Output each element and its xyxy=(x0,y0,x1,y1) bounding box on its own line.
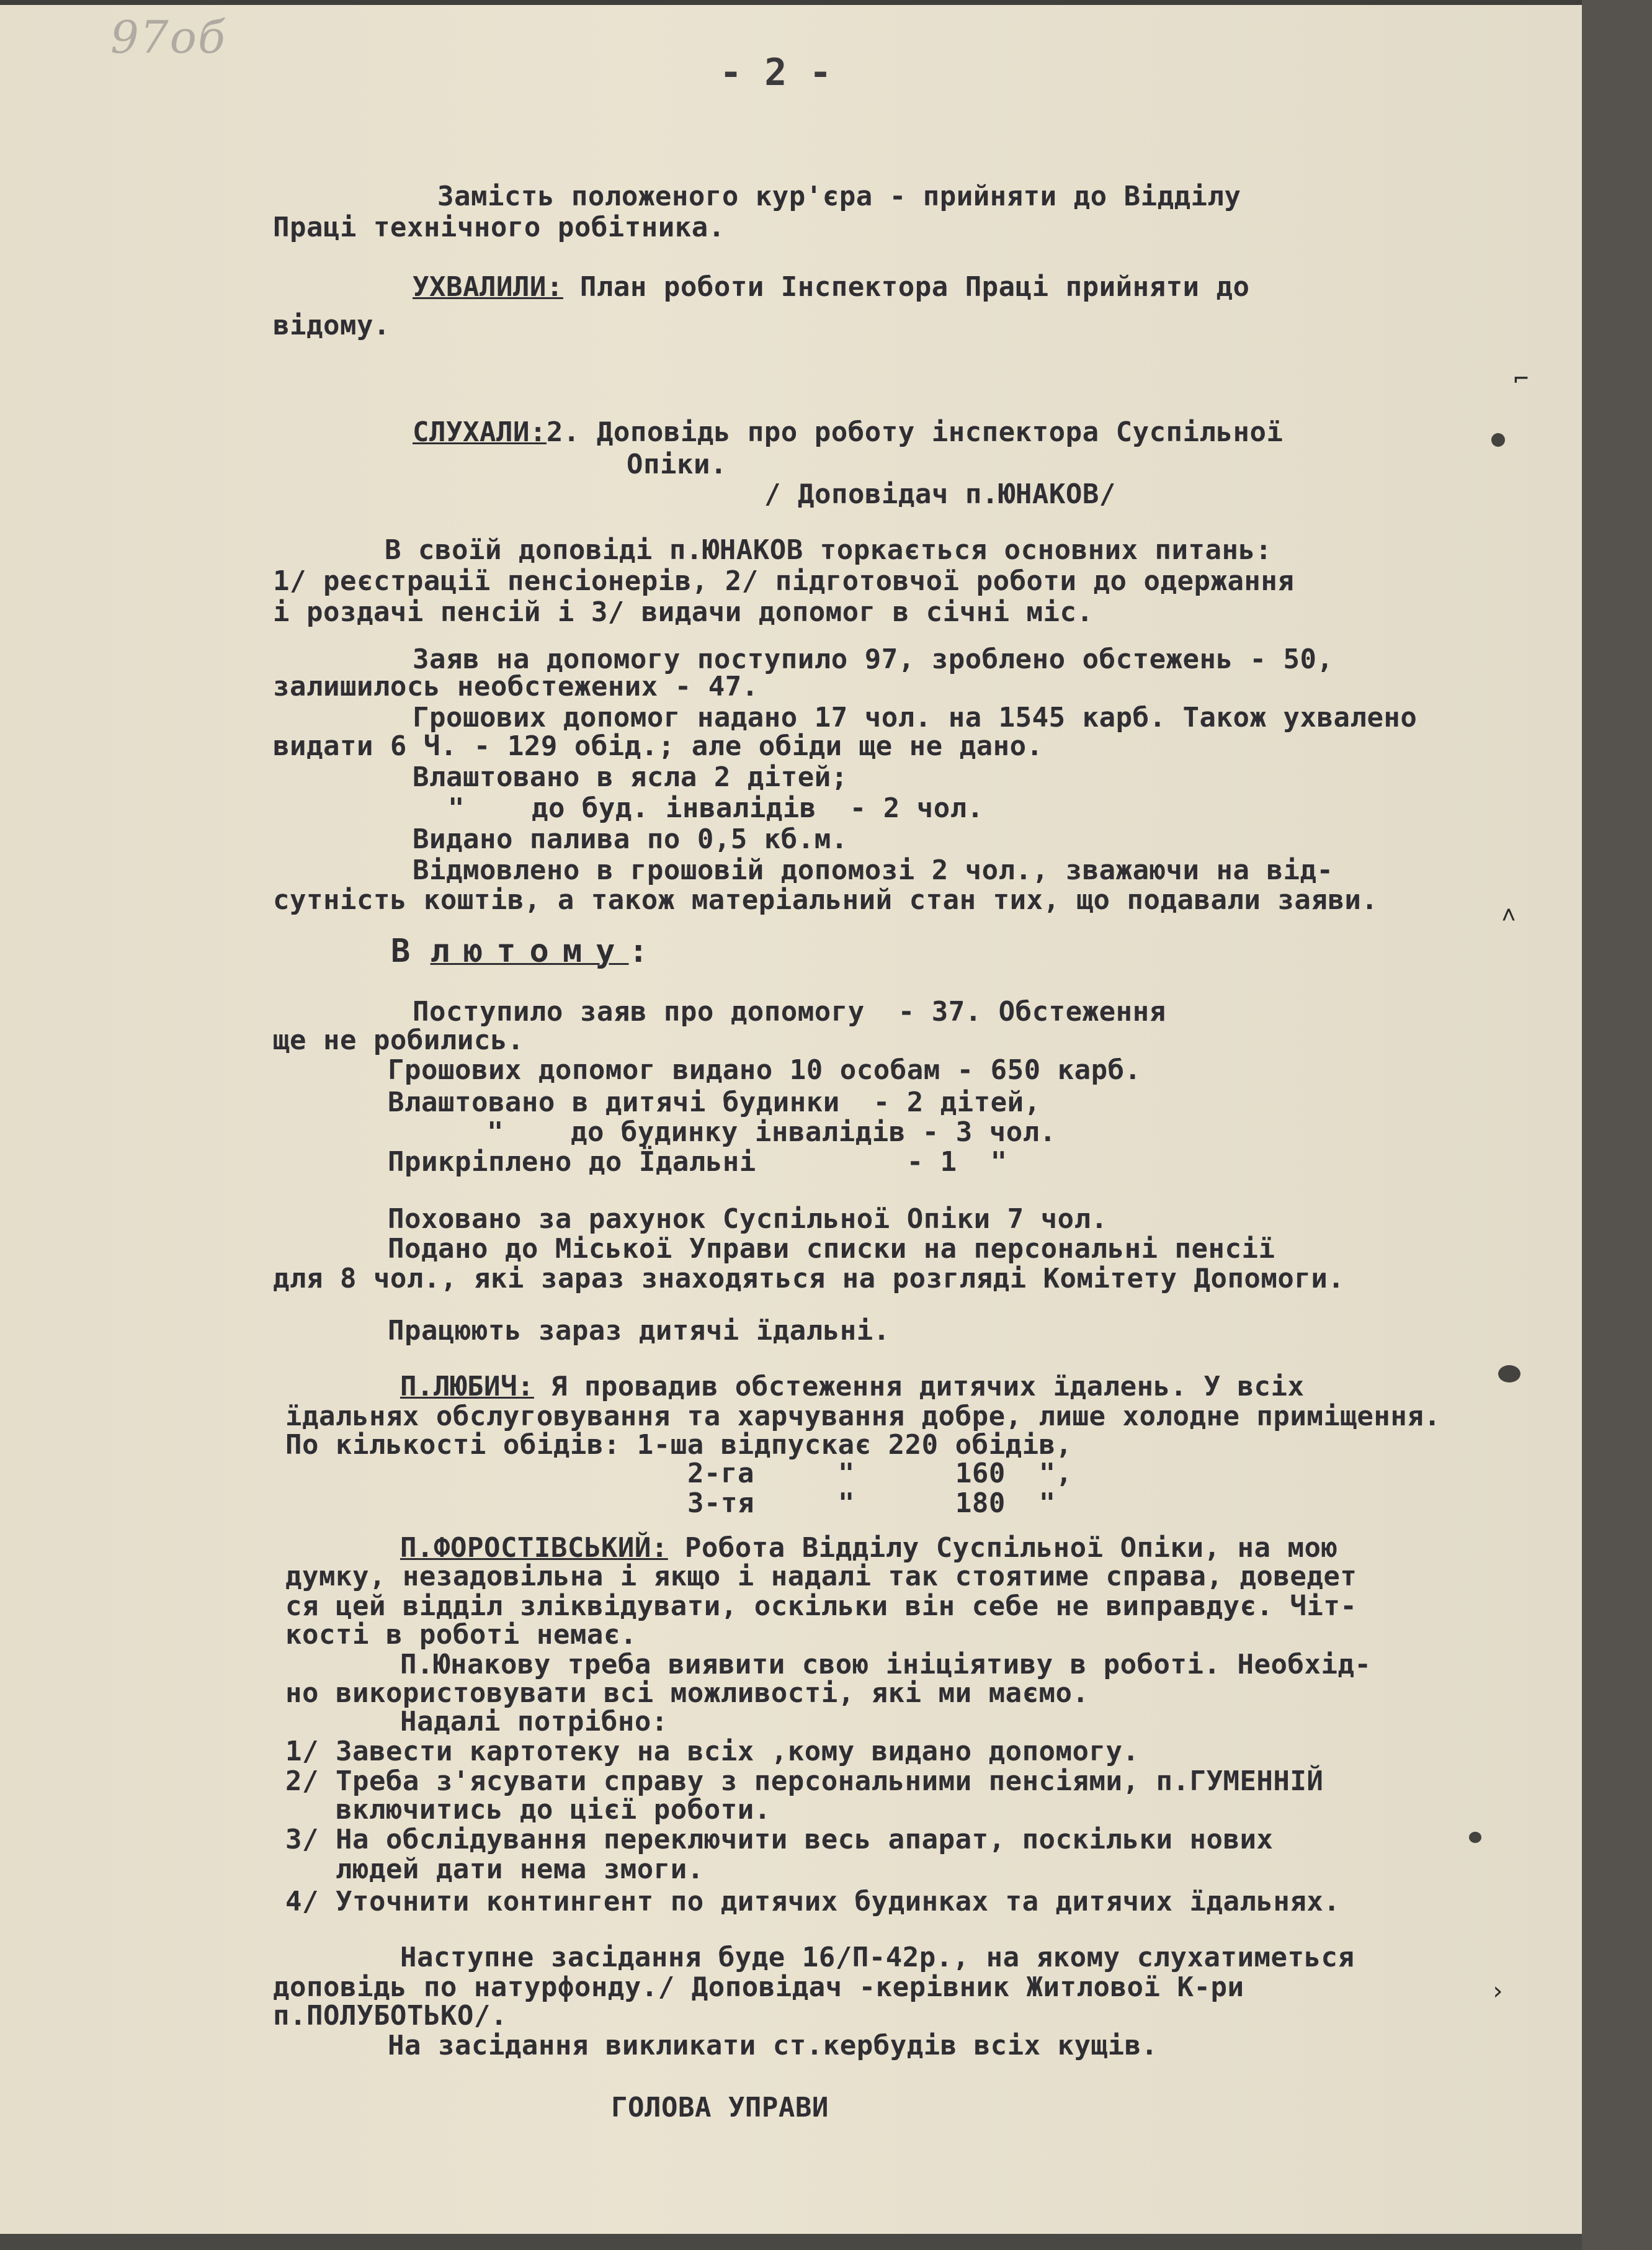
text-line: 2-га " 160 ", xyxy=(687,1458,1073,1489)
text-line: думку, незадовільна і якщо і надалі так стоятиме справа, доведет xyxy=(285,1561,1357,1592)
text-line: В своїй доповіді п.ЮНАКОВ торкається основних питань: xyxy=(385,534,1272,566)
speaker-note: / Доповідач п.ЮНАКОВ/ xyxy=(764,478,1116,510)
archive-folio-mark: 97об xyxy=(110,11,226,63)
text-line: " до будинку інвалідів - 3 чол. xyxy=(487,1116,1056,1148)
text-line: Поступило заяв про допомогу - 37. Обстеження xyxy=(413,996,1166,1028)
text-line: залишилось необстежених - 47. xyxy=(273,671,759,702)
ink-dot-mark xyxy=(1469,1832,1481,1843)
page-number: - 2 - xyxy=(720,51,832,94)
text-line: Надалі потрібно: xyxy=(400,1706,668,1737)
margin-mark: ⌐ xyxy=(1514,365,1529,393)
text-line: Подано до Міської Управи списки на персональні пенсії xyxy=(388,1233,1275,1265)
text-line: Опіки. xyxy=(627,449,727,480)
text-line: Влаштовано в ясла 2 дітей; xyxy=(413,761,848,793)
margin-mark: ˄ xyxy=(1501,901,1517,930)
text-line: їдальнях обслуговування та харчування добре, лише холодне приміщення. xyxy=(285,1401,1441,1432)
text-line: п.ПОЛУБОТЬКО/. xyxy=(273,2000,507,2032)
text-line: На засідання викликати ст.кербудів всіх кущів. xyxy=(388,2030,1158,2061)
list-item: 2/ Треба з'ясувати справу з персональними пенсіями, п.ГУМЕННІЙ xyxy=(285,1765,1324,1797)
text-line: Я провадив обстеження дитячих їдалень. У всіх xyxy=(534,1371,1305,1402)
speaker-label: П.ФОРОСТІВСЬКИЙ: xyxy=(400,1532,668,1564)
text-line: кості в роботі немає. xyxy=(285,1619,637,1651)
text-line: Влаштовано в дитячі будинки - 2 дітей, xyxy=(388,1087,1041,1118)
speaker-label: П.ЛЮБИЧ: xyxy=(400,1371,534,1402)
margin-mark: › xyxy=(1490,1977,1506,2006)
list-item: 4/ Уточнити контингент по дитячих будинках та дитячих їдальнях. xyxy=(285,1886,1341,1917)
text-line: Поховано за рахунок Суспільної Опіки 7 чол. xyxy=(388,1203,1108,1235)
heard-label: СЛУХАЛИ: xyxy=(413,416,547,448)
text-line: відому. xyxy=(273,310,390,341)
text-line: Наступне засідання буде 16/П-42р., на якому слухатиметься xyxy=(400,1942,1355,1973)
text-line: но використовувати всі можливості, які ми маємо. xyxy=(285,1677,1089,1709)
text-line: ся цей відділ зліквідувати, оскільки він себе не виправдує. Чіт- xyxy=(285,1590,1357,1622)
text-line: 2. Доповідь про роботу інспектора Суспільної xyxy=(546,416,1284,448)
hole-punch-mark xyxy=(1498,1365,1520,1383)
text-line: Працюють зараз дитячі їдальні. xyxy=(388,1315,890,1347)
text-line: Праці технічного робітника. xyxy=(273,212,725,243)
scan-edge-bottom xyxy=(0,2234,1582,2250)
text-line: для 8 чол., які зараз знаходяться на розгляді Комітету Допомоги. xyxy=(273,1263,1345,1294)
list-item: 1/ Завести картотеку на всіх ,кому видано допомогу. xyxy=(285,1736,1140,1767)
scan-background-strip xyxy=(1582,0,1652,2250)
heading-colon: : xyxy=(628,933,649,970)
resolution-heading xyxy=(413,272,1250,303)
text-line: доповідь по натурфонду./ Доповідач -керівник Житлової К-ри xyxy=(273,1971,1244,2003)
text-line: План роботи Інспектора Праці прийняти до xyxy=(563,271,1250,303)
heard-heading xyxy=(413,417,1284,448)
text-line: 1/ реєстрації пенсіонерів, 2/ підготовчої роботи до одержання xyxy=(273,565,1295,597)
text-line: По кількості обідів: 1-ша відпускає 220 обідів, xyxy=(285,1429,1073,1461)
text-line: Грошових допомог видано 10 особам - 650 карб. xyxy=(388,1054,1141,1086)
list-item: 3/ На обслідування переключити весь апарат, поскільки нових xyxy=(285,1824,1274,1855)
text-line: Грошових допомог надано 17 чол. на 1545 карб. Також ухвалено xyxy=(413,702,1418,733)
text-line: Заяв на допомогу поступило 97, зроблено обстежень - 50, xyxy=(413,643,1334,675)
hole-punch-mark xyxy=(1491,433,1505,447)
text-line: Відмовлено в грошовій допомозі 2 чол., зважаючи на від- xyxy=(413,854,1334,886)
text-line: " до буд. інвалідів - 2 чол. xyxy=(448,792,984,824)
list-item: включитись до цієї роботи. xyxy=(285,1794,771,1826)
text-line: 3-тя " 180 " xyxy=(687,1487,1056,1519)
text-line: і роздачі пенсій і 3/ видачи допомог в січні міс. xyxy=(273,596,1094,628)
resolved-label: УХВАЛИЛИ: xyxy=(413,271,563,303)
signature-title: ГОЛОВА УПРАВИ xyxy=(611,2092,829,2123)
text-line: видати 6 Ч. - 129 обід.; але обіди ще не дано. xyxy=(273,730,1043,762)
text-line: Робота Відділу Суспільної Опіки, на мою xyxy=(667,1532,1338,1564)
list-item: людей дати нема змоги. xyxy=(285,1853,704,1885)
text-line: ще не робились. xyxy=(273,1024,524,1056)
text-line: Замість положеного кур'єра - прийняти до Відділу xyxy=(437,181,1241,212)
text-line: П.Юнакову треба виявити свою ініціятиву в роботі. Необхід- xyxy=(400,1649,1372,1680)
section-heading-february xyxy=(391,933,649,970)
speaker-forostivskyi xyxy=(400,1533,1337,1564)
speaker-lyubych xyxy=(400,1371,1304,1402)
text-line: сутність коштів, а також матеріальний стан тих, що подавали заяви. xyxy=(273,884,1378,916)
heading-month: лютому xyxy=(430,933,629,970)
text-line: Видано палива по 0,5 кб.м. xyxy=(413,823,848,855)
scan-edge-top xyxy=(0,0,1582,5)
heading-prefix: В xyxy=(391,933,431,970)
text-line: Прикріплено до Їдальні - 1 " xyxy=(388,1146,1007,1178)
